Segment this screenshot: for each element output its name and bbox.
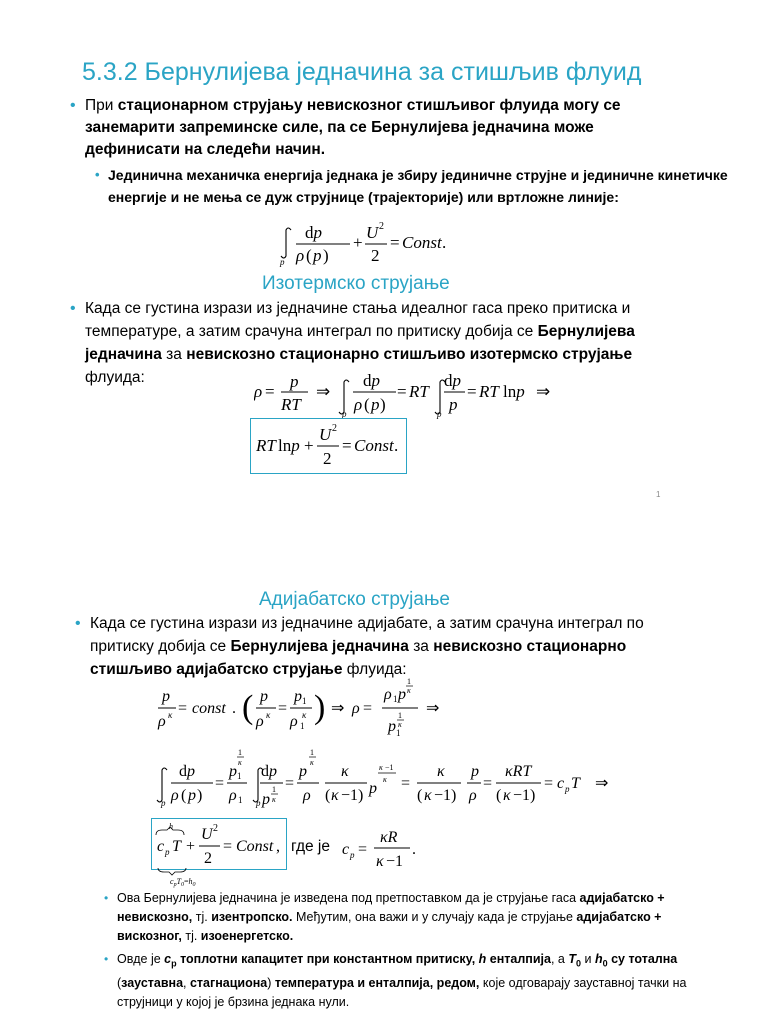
- svg-text:=: =: [363, 700, 373, 717]
- svg-text:p: p: [471, 763, 479, 780]
- svg-text:): ): [323, 246, 329, 265]
- svg-text:Const: Const: [236, 838, 274, 855]
- svg-text:κ: κ: [437, 763, 445, 780]
- svg-text:p: p: [313, 246, 322, 265]
- svg-text:1: 1: [310, 748, 314, 757]
- boxed-equation-isothermal: [250, 418, 407, 474]
- svg-text:−1: −1: [386, 853, 404, 870]
- svg-text:RT: RT: [409, 382, 429, 401]
- svg-text:=: =: [467, 382, 477, 401]
- svg-text:p: p: [565, 784, 570, 794]
- bullet: •: [70, 300, 76, 317]
- svg-text:p: p: [342, 409, 347, 419]
- svg-text:1: 1: [237, 771, 242, 781]
- svg-text:(: (: [242, 689, 254, 726]
- svg-text:+: +: [186, 838, 196, 855]
- bullet: •: [75, 615, 81, 632]
- svg-text:p: p: [280, 257, 285, 267]
- svg-text:1: 1: [302, 696, 307, 706]
- svg-text:ρ: ρ: [469, 787, 477, 804]
- boxed-equation-adiabatic: [151, 818, 287, 870]
- svg-text:2: 2: [379, 221, 384, 232]
- svg-text:−1): −1): [434, 787, 457, 804]
- svg-text:U: U: [366, 223, 379, 242]
- svg-text:−1): −1): [341, 787, 364, 804]
- svg-text:cpT0=h0: $c_pT_0=h_0$: [170, 877, 196, 888]
- svg-text:Const: Const: [354, 436, 394, 455]
- svg-text:c: c: [342, 841, 350, 858]
- svg-text:dp: dp: [261, 763, 277, 780]
- svg-text:⇒: ⇒: [595, 775, 609, 792]
- svg-text:2: 2: [332, 423, 337, 434]
- svg-text:ρ: ρ: [352, 700, 360, 717]
- svg-text:=: =: [285, 775, 295, 792]
- svg-text:ρ: ρ: [290, 713, 298, 730]
- svg-text:dp: dp: [179, 763, 195, 780]
- svg-text:p: p: [256, 798, 261, 808]
- svg-text:κ: κ: [331, 787, 339, 804]
- svg-text:p: p: [162, 688, 170, 705]
- svg-text:.: .: [394, 436, 399, 455]
- svg-text:(: (: [181, 787, 187, 804]
- svg-text:=: =: [342, 436, 352, 455]
- svg-text:κ: κ: [310, 758, 314, 767]
- svg-text:(: (: [306, 246, 312, 265]
- equation-adiabatic-result: [152, 819, 286, 869]
- svg-text:p: p: [294, 688, 302, 705]
- note-isentropic: • Ова Бернулијева једначина је изведена под претпоставком да је струјање гаса адијабатско + невискозно, тј. изентропско. Међутим, она важи и у случају када је струјање адијабатско + вискозног, тј. изоенергетско.: [104, 891, 665, 943]
- svg-text:.: .: [232, 700, 236, 717]
- svg-text:κ: κ: [407, 686, 411, 695]
- svg-text:): ): [380, 395, 386, 414]
- svg-text:p: p: [369, 780, 377, 797]
- svg-text:,: ,: [276, 838, 280, 855]
- svg-text:=: =: [178, 700, 188, 717]
- equation-isothermal-result: [251, 419, 406, 473]
- svg-text:1: 1: [238, 748, 242, 757]
- svg-text:2: 2: [323, 449, 332, 468]
- svg-text:const: const: [192, 700, 226, 717]
- svg-text:(: (: [417, 787, 423, 804]
- where-label: где је: [291, 838, 330, 855]
- svg-text:p: p: [350, 850, 355, 860]
- svg-text:+: +: [353, 233, 363, 252]
- svg-text:p: p: [437, 409, 442, 419]
- svg-text:lnp: lnp: [278, 436, 300, 455]
- svg-text:⇒: ⇒: [536, 382, 551, 401]
- svg-text:κ: κ: [379, 763, 383, 772]
- svg-text:⇒: ⇒: [331, 700, 345, 717]
- equation-isothermal-derivation: [254, 370, 564, 422]
- svg-text:.: .: [442, 233, 446, 252]
- bullet: •: [104, 952, 109, 966]
- adiabatic-paragraph: • Када се густина изрази из једначине адијабате, а затим срачуна интеграл по притиску добија се Бернулијева једначина за невискозно стационарно стишљиво адијабатско струјање флуида:: [90, 612, 710, 681]
- svg-text:U: U: [319, 425, 332, 444]
- isothermal-paragraph: • Када се густина изрази из једначине стања идеалног гаса преко притиска и температуре, а затим срачуна интеграл по притиску добија се Бернулијева једначина за невискозно стационарно стишљиво изотермско струјање флуида:: [85, 297, 695, 389]
- svg-text:p: p: [290, 372, 299, 391]
- svg-text:ρ: ρ: [354, 395, 363, 414]
- svg-text:p: p: [165, 847, 170, 857]
- svg-text:p: p: [188, 787, 196, 804]
- svg-text:1: 1: [393, 694, 398, 704]
- svg-text:h: h: [169, 822, 173, 831]
- svg-text:Const: Const: [402, 233, 442, 252]
- svg-text:=: =: [265, 382, 275, 401]
- svg-text:+: +: [304, 436, 314, 455]
- svg-text:ρ: ρ: [229, 787, 237, 804]
- svg-text:κ: κ: [398, 720, 402, 729]
- svg-text:=: =: [358, 841, 368, 858]
- svg-text:p: p: [299, 763, 307, 780]
- svg-text:⇒: ⇒: [316, 382, 331, 401]
- bullet: •: [70, 97, 76, 114]
- svg-text:1: 1: [272, 785, 276, 794]
- svg-text:ρ: ρ: [158, 713, 166, 730]
- equation-bernoulli-integral: [276, 218, 446, 268]
- svg-text:κ: κ: [302, 710, 307, 720]
- section-title: 5.3.2 Бернулијева једначина за стишљив флуид: [82, 58, 642, 86]
- svg-text:p: p: [260, 688, 268, 705]
- svg-text:dp: dp: [363, 371, 380, 390]
- svg-text:ρ: ρ: [384, 686, 392, 703]
- svg-text:κ: κ: [266, 710, 271, 720]
- note-symbols: • Овде је $c_p$ топлотни капацитет при константном притиску, h енталпија, а $T_0$ и $h_0$ су тотална (зауставна, стагнациона) температура и енталпија, редом, које одговарају зауставној тачки на струјници у којој је брзина једнака нули.: [104, 952, 687, 1009]
- svg-text:2: 2: [371, 246, 380, 265]
- svg-text:=: =: [483, 775, 493, 792]
- svg-text:κ: κ: [272, 795, 276, 804]
- intro-paragraph: • При стационарном струјању невискозног стишљивог флуида могу се занемарити запреминске силе, па се Бернулијева једначина може дефинисати на следећи начин.: [70, 97, 621, 158]
- svg-text:κ: κ: [168, 710, 173, 720]
- svg-text:=: =: [390, 233, 400, 252]
- svg-text:p: p: [229, 763, 237, 780]
- svg-text:c: c: [157, 838, 165, 855]
- bullet: •: [104, 891, 109, 905]
- svg-text:p: p: [449, 395, 458, 414]
- svg-text:1: 1: [398, 711, 402, 720]
- equation-underbrace-note: [154, 866, 224, 888]
- svg-text:p: p: [262, 791, 270, 808]
- svg-text:=: =: [215, 775, 225, 792]
- svg-text:.: .: [412, 841, 416, 858]
- svg-text:κ: κ: [341, 763, 349, 780]
- svg-text:c: c: [557, 775, 565, 792]
- svg-text:RT: RT: [256, 436, 276, 455]
- bullet: •: [95, 167, 100, 182]
- svg-text:=: =: [278, 700, 288, 717]
- svg-text:lnp: lnp: [503, 382, 525, 401]
- svg-text:=: =: [401, 775, 411, 792]
- svg-text:p: p: [398, 686, 406, 703]
- svg-text:ρ: ρ: [303, 787, 311, 804]
- svg-text:−1): −1): [513, 787, 536, 804]
- svg-text:): ): [197, 787, 203, 804]
- svg-text:p: p: [161, 798, 166, 808]
- heading-isothermal: Изотермско струјање: [262, 273, 450, 294]
- svg-text:=: =: [397, 382, 407, 401]
- svg-text:(: (: [496, 787, 502, 804]
- svg-text:T: T: [172, 838, 181, 855]
- svg-text:p: p: [371, 395, 380, 414]
- svg-text:2: 2: [204, 850, 212, 867]
- svg-text:1: 1: [396, 728, 401, 738]
- equation-adiabatic-integral: [155, 748, 635, 812]
- equation-cp: [340, 820, 430, 870]
- svg-text:ρ: ρ: [254, 382, 263, 401]
- svg-text:1: 1: [407, 677, 411, 686]
- svg-text:ρ: ρ: [256, 713, 264, 730]
- svg-text:=: =: [544, 775, 554, 792]
- svg-text:1: 1: [300, 721, 305, 731]
- svg-text:κR: κR: [380, 829, 398, 846]
- svg-text:ρ: ρ: [171, 787, 179, 804]
- svg-text:ρ: ρ: [296, 246, 305, 265]
- svg-text:κ: κ: [424, 787, 432, 804]
- svg-text:κ: κ: [383, 775, 387, 784]
- svg-text:−1: −1: [385, 763, 394, 772]
- svg-text:p: p: [388, 718, 396, 735]
- svg-text:κRT: κRT: [505, 763, 532, 780]
- svg-text:=: =: [223, 838, 233, 855]
- svg-text:dp: dp: [444, 371, 461, 390]
- svg-text:⇒: ⇒: [426, 700, 440, 717]
- page-number: 1: [656, 490, 661, 499]
- svg-text:(: (: [364, 395, 370, 414]
- svg-text:): ): [314, 689, 326, 726]
- svg-text:(: (: [325, 787, 331, 804]
- svg-text:κ: κ: [503, 787, 511, 804]
- svg-text:κ: κ: [376, 853, 384, 870]
- svg-text:U: U: [201, 826, 213, 843]
- svg-text:RT: RT: [479, 382, 499, 401]
- svg-text:T: T: [571, 775, 580, 792]
- equation-adiabatic-density: [156, 676, 456, 746]
- svg-text:dp: dp: [305, 223, 322, 242]
- svg-text:2: 2: [213, 823, 218, 834]
- svg-text:κ: κ: [238, 758, 242, 767]
- sub-bullet-paragraph: • Јединична механичка енергија једнака је збиру јединичне струјне и јединичне кинетичке енергије и не мења се дуж струјнице (трајекторије) или вртложне линије:: [108, 164, 728, 208]
- heading-adiabatic: Адијабатско струјање: [259, 589, 450, 610]
- svg-text:1: 1: [238, 795, 243, 805]
- svg-text:RT: RT: [281, 395, 301, 414]
